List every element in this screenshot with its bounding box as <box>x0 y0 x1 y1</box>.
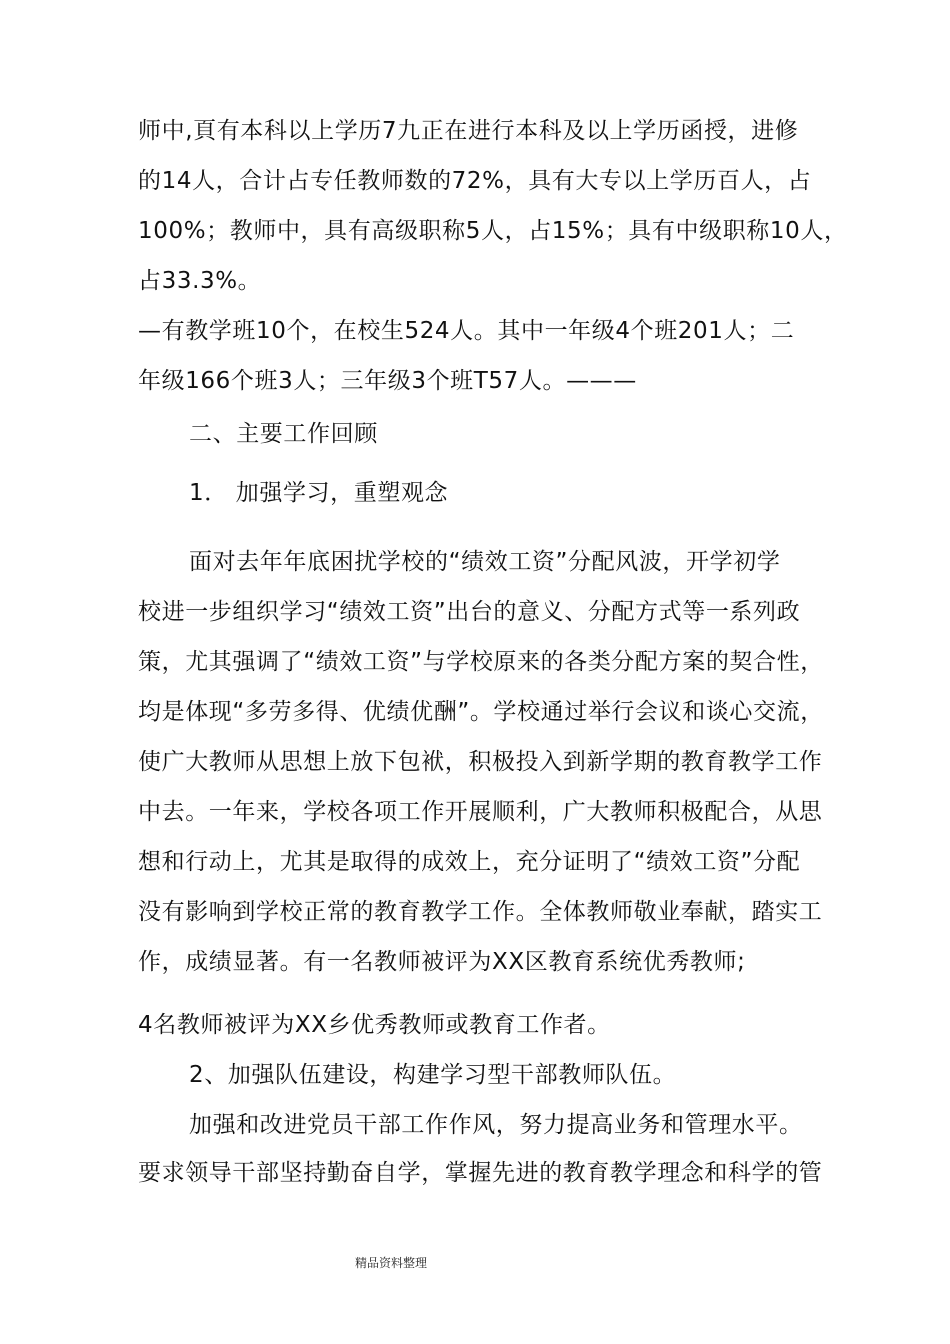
paragraph-line: —有教学班10个，在校生524人。其中一年级4个班201人；二 <box>138 318 795 344</box>
subsection-heading: 1． 加强学习，重塑观念 <box>189 480 449 506</box>
paragraph-line: 校进一步组织学习“绩效工资”出台的意义、分配方式等一系列政 <box>138 599 801 625</box>
paragraph-line: 使广大教师从思想上放下包袱，积极投入到新学期的教育教学工作 <box>138 749 823 775</box>
paragraph-line: 要求领导干部坚持勤奋自学，掌握先进的教育教学理念和科学的管 <box>138 1160 823 1186</box>
paragraph-line: 作，成绩显著。有一名教师被评为XX区教育系统优秀教师; <box>138 949 746 975</box>
paragraph-line: 占33.3%。 <box>138 268 262 294</box>
paragraph-line: 中去。一年来，学校各项工作开展顺利，广大教师积极配合，从思 <box>138 799 823 825</box>
subsection-heading: 2、加强队伍建设，构建学习型干部教师队伍。 <box>189 1062 677 1088</box>
paragraph-line: 加强和改进党员干部工作作风，努力提高业务和管理水平。 <box>189 1112 803 1138</box>
paragraph-line: 没有影响到学校正常的教育教学工作。全体教师敬业奉献，踏实工 <box>138 899 823 925</box>
paragraph-line: 面对去年年底困扰学校的“绩效工资”分配风波，开学初学 <box>189 549 781 575</box>
paragraph-line: 100%；教师中，具有高级职称5人，占15%；具有中级职称10人， <box>138 218 848 244</box>
page-footer: 精品资料整理 <box>355 1256 428 1270</box>
paragraph-line: 策，尤其强调了“绩效工资”与学校原来的各类分配方案的契合性， <box>138 649 824 675</box>
paragraph-line: 4名教师被评为XX乡优秀教师或教育工作者。 <box>138 1012 611 1038</box>
paragraph-line: 想和行动上，尤其是取得的成效上，充分证明了“绩效工资”分配 <box>138 849 801 875</box>
paragraph-line: 均是体现“多劳多得、优绩优酬”。学校通过举行会议和谈心交流， <box>138 699 824 725</box>
paragraph-line: 的14人，合计占专任教师数的72%，具有大专以上学历百人，占 <box>138 168 812 194</box>
section-heading: 二、主要工作回顾 <box>189 421 378 447</box>
paragraph-line: 年级166个班3人；三年级3个班T57人。——— <box>138 368 637 394</box>
paragraph-line: 师中,頁有本科以上学历7九正在进行本科及以上学历函授，进修 <box>138 118 799 144</box>
